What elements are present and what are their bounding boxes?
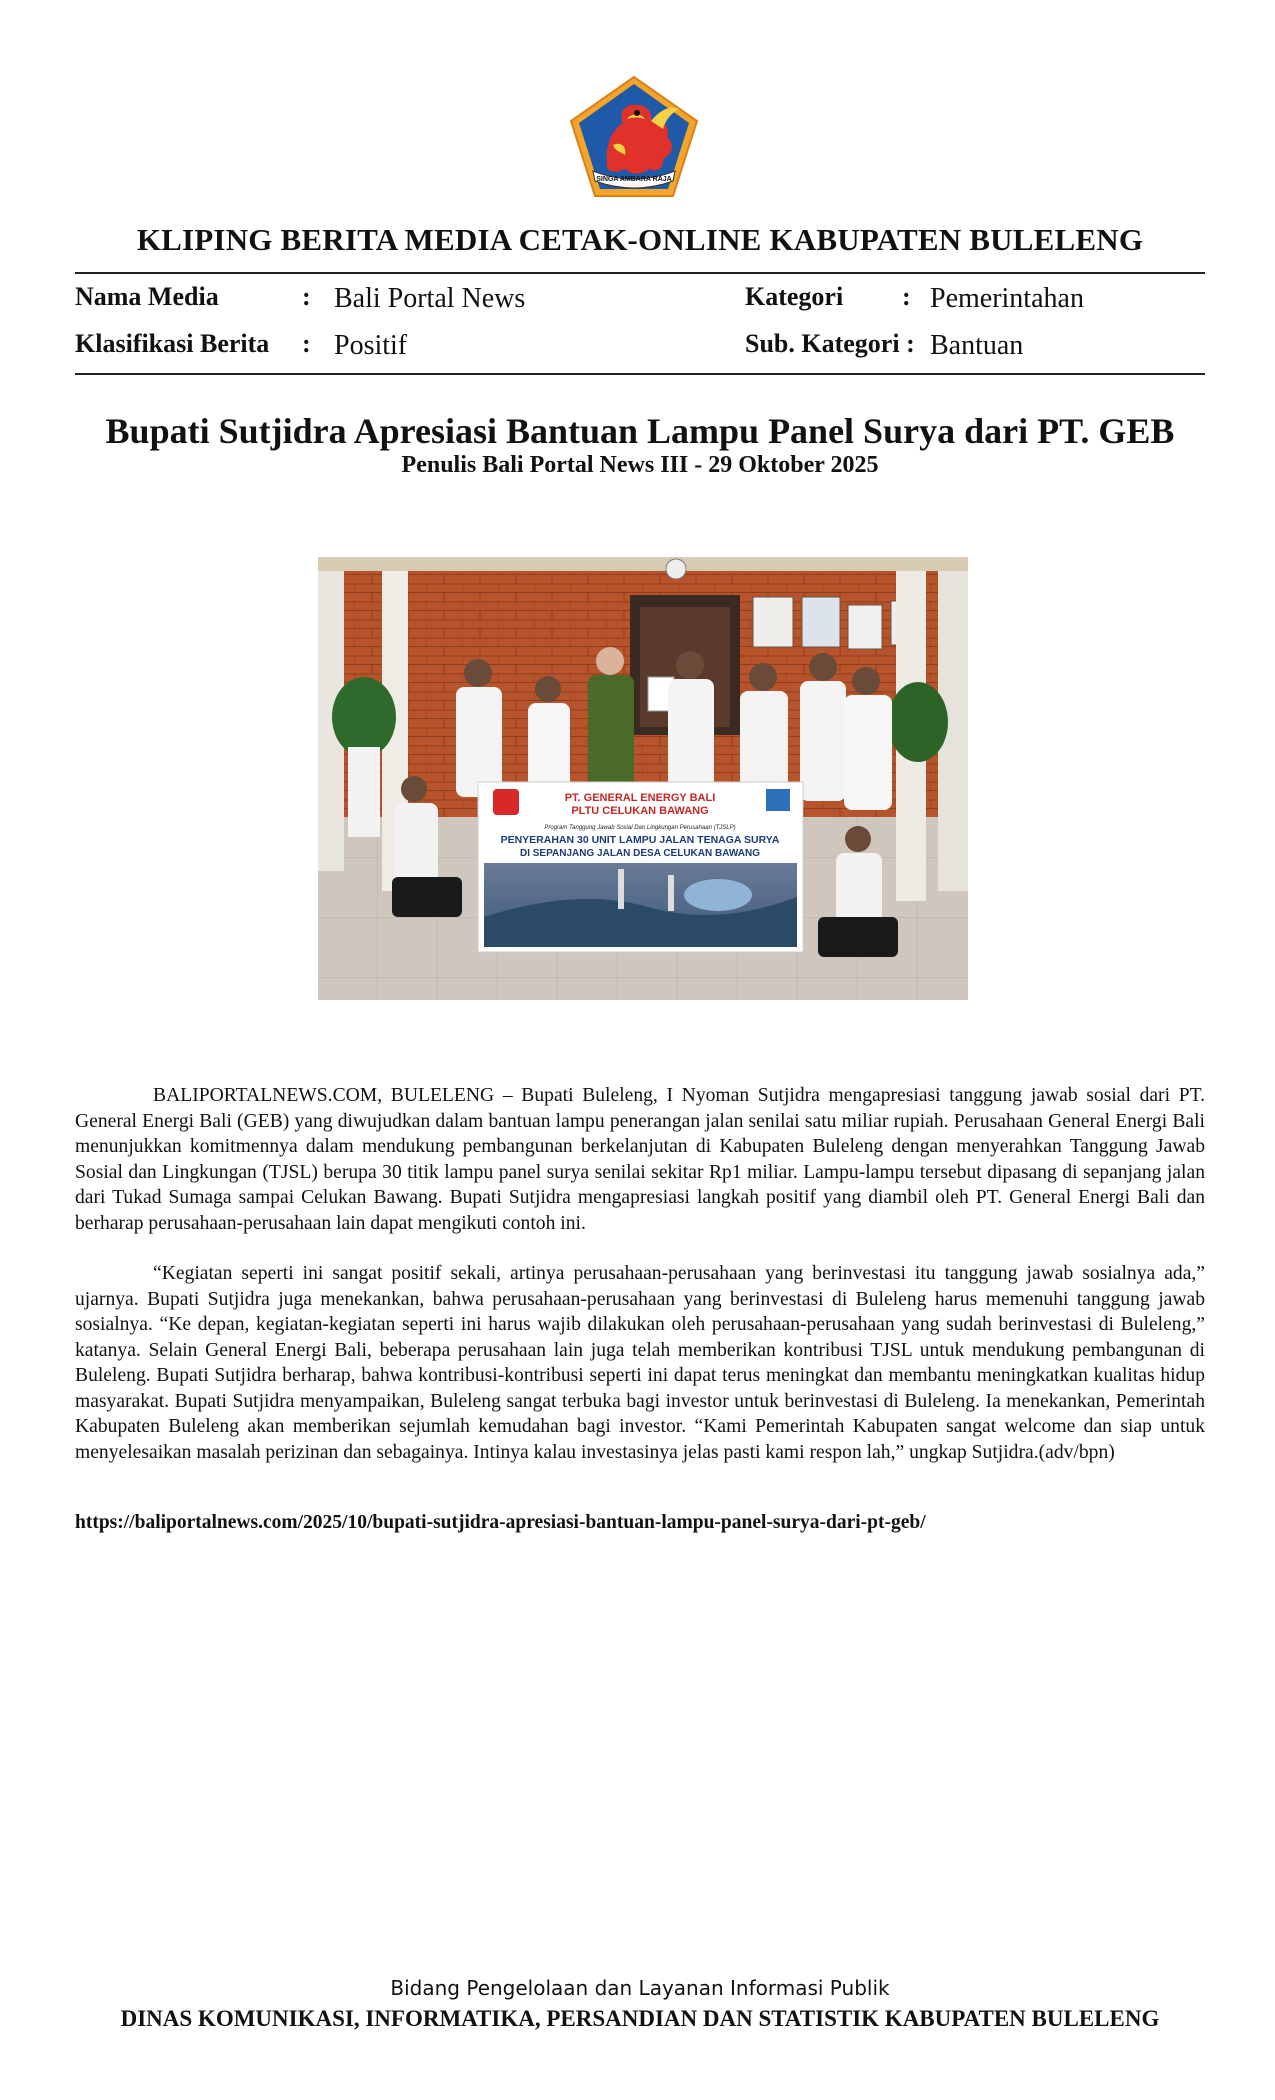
banner-line-2: PLTU CELUKAN BAWANG xyxy=(571,805,709,817)
article-photo xyxy=(318,557,968,1000)
footer-agency: DINAS KOMUNIKASI, INFORMATIKA, PERSANDIAN DAN STATISTIK KABUPATEN BULELENG xyxy=(120,2006,1160,2031)
kategori-label: Kategori xyxy=(745,282,844,311)
ceremony-banner xyxy=(478,782,803,952)
klasifikasi-colon: : xyxy=(302,329,311,358)
header-divider-bottom xyxy=(75,373,1205,375)
article-paragraph-2: “Kegiatan seperti ini sangat positif sekali, artinya perusahaan-perusahaan yang berinvestasi itu tanggung jawab sosialnya ada,” ujarnya. Bupati Sutjidra juga menekankan, bahwa perusahaan-perusahaan yang berinvestasi di Buleleng harus memenuhi tanggung jawab sosialnya. “Ke depan, kegiatan-kegiatan seperti ini harus wajib dilakukan oleh perusahaan-perusahaan yang sudah berinvestasi di Buleleng,” katanya. Selain General Energi Bali, beberapa perusahaan lain juga telah memberikan kontribusi TJSL untuk mendukung pembangunan di Buleleng. Bupati Sutjidra berharap, bahwa kontribusi-kontribusi seperti ini dapat terus meningkat dan membantu meningkatkan kualitas hidup masyarakat. Bupati Sutjidra menyampaikan, Buleleng sangat terbuka bagi investor untuk berinvestasi di Buleleng. Ia menekankan, Pemerintah Kabupaten Buleleng akan memberikan sejumlah kemudahan bagi investor. “Kami Pemerintah Kabupaten sangat welcome dan siap untuk menyelesaikan masalah perizinan dan sebagainya. Intinya kalau investasinya jelas pasti kami respon lah,” ungkap Sutjidra.(adv/bpn) xyxy=(75,1263,1205,1463)
klasifikasi-value: Positif xyxy=(334,330,408,361)
document-title: KLIPING BERITA MEDIA CETAK-ONLINE KABUPATEN BULELENG xyxy=(136,222,1144,257)
subkategori-label: Sub. Kategori : xyxy=(745,329,915,358)
header-divider-top xyxy=(75,272,1205,274)
media-colon: : xyxy=(302,282,311,311)
article-paragraph-1: BALIPORTALNEWS.COM, BULELENG – Bupati Buleleng, I Nyoman Sutjidra mengapresiasi tanggung jawab sosial dari PT. General Energi Bali (GEB) yang diwujudkan dalam bantuan lampu penerangan jalan senilai satu miliar rupiah. Perusahaan General Energi Bali menunjukkan komitmennya dalam mendukung pembangunan berkelanjutan di Kabupaten Buleleng dengan menyerahkan Tanggung Jawab Sosial dan Lingkungan (TJSL) berupa 30 titik lampu panel surya senilai sekitar Rp1 miliar. Lampu-lampu tersebut dipasang di sepanjang jalan dari Tukad Sumaga sampai Celukan Bawang. Bupati Sutjidra mengapresiasi langkah positif yang diambil oleh PT. General Energi Bali dan berharap perusahaan-perusahaan lain dapat mengikuti contoh ini. xyxy=(75,1085,1205,1234)
banner-small-text: Program Tanggung Jawab Sosial Dan Lingkungan Perusahaan (TJSLP) xyxy=(544,825,736,831)
article-body xyxy=(75,1083,1205,1465)
banner-line-1: PT. GENERAL ENERGY BALI xyxy=(564,792,716,804)
subkategori-value: Bantuan xyxy=(930,330,1024,361)
banner-line-3: PENYERAHAN 30 UNIT LAMPU JALAN TENAGA SURYA xyxy=(500,834,780,846)
kategori-colon: : xyxy=(902,282,911,311)
klasifikasi-label: Klasifikasi Berita xyxy=(75,329,270,358)
article-byline: Penulis Bali Portal News III - 29 Oktober 2025 xyxy=(401,452,879,478)
article-headline: Bupati Sutjidra Apresiasi Bantuan Lampu Panel Surya dari PT. GEB xyxy=(105,411,1175,451)
source-link[interactable]: https://baliportalnews.com/2025/10/bupati-sutjidra-apresiasi-bantuan-lampu-panel-surya-dari-pt-geb/ xyxy=(75,1512,926,1533)
footer-department: Bidang Pengelolaan dan Layanan Informasi Publik xyxy=(390,1976,890,2000)
singa-ambara-raja-emblem-icon xyxy=(567,75,701,199)
media-label: Nama Media xyxy=(75,282,219,311)
kategori-value: Pemerintahan xyxy=(930,283,1084,314)
media-value: Bali Portal News xyxy=(334,283,526,314)
logo-motto: SINGA AMBARA RAJA xyxy=(596,176,672,183)
banner-line-4: DI SEPANJANG JALAN DESA CELUKAN BAWANG xyxy=(519,848,761,859)
